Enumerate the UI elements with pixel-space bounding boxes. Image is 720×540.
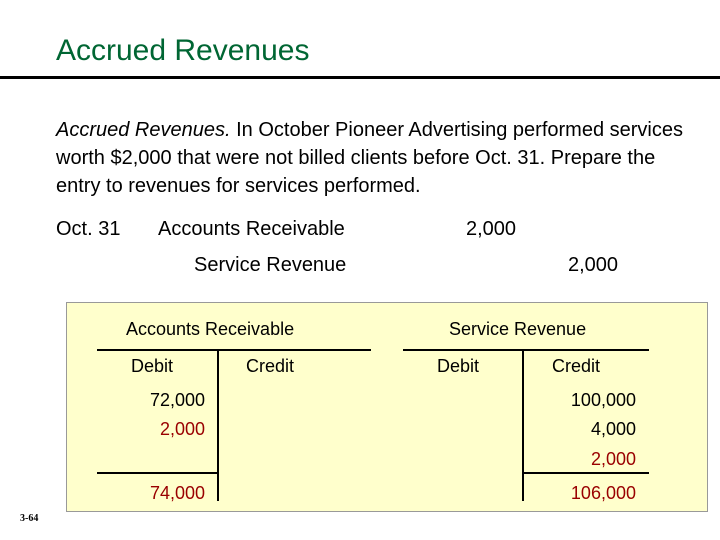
ar-account-title: Accounts Receivable: [126, 319, 295, 339]
sr-t-vertical: [522, 349, 524, 501]
sr-credit-entry: 2,000: [590, 449, 636, 469]
ar-debit-label: Debit: [131, 356, 174, 376]
ar-balance: 74,000: [149, 483, 205, 503]
sr-credit-label: Credit: [552, 356, 601, 376]
entry-credit-amount: 2,000: [568, 254, 619, 276]
ar-t-horizontal: [97, 349, 371, 351]
entry-debit-amount: 2,000: [466, 218, 517, 240]
title-divider: [0, 76, 720, 79]
problem-paragraph: [56, 116, 696, 200]
entry-date: Oct. 31: [56, 218, 121, 240]
entry-debit-account: Accounts Receivable: [158, 218, 345, 240]
ar-debit-entry: 2,000: [159, 419, 205, 439]
entry-credit-account: Service Revenue: [194, 254, 347, 276]
sr-balance: 106,000: [570, 483, 636, 503]
paragraph-text: In October Pioneer Advertising performed services worth $2,000 that were not billed clients before Oct. 31. Prepare the entry to revenues for services performed.: [56, 119, 683, 197]
sr-debit-label: Debit: [437, 356, 480, 376]
ar-debit-entry: 72,000: [149, 390, 205, 410]
sr-t-horizontal: [403, 349, 649, 351]
ar-credit-label: Credit: [246, 356, 295, 376]
sr-total-rule: [524, 472, 649, 474]
t-accounts-panel: [66, 302, 708, 512]
sr-account-title: Service Revenue: [449, 319, 587, 339]
ar-total-rule: [97, 472, 217, 474]
slide-number: 3-64: [20, 513, 39, 524]
ar-t-vertical: [217, 349, 219, 501]
sr-credit-entry: 100,000: [570, 390, 636, 410]
paragraph-lead: Accrued Revenues.: [56, 119, 231, 141]
slide-title: Accrued Revenues: [56, 34, 310, 67]
sr-credit-entry: 4,000: [590, 419, 636, 439]
